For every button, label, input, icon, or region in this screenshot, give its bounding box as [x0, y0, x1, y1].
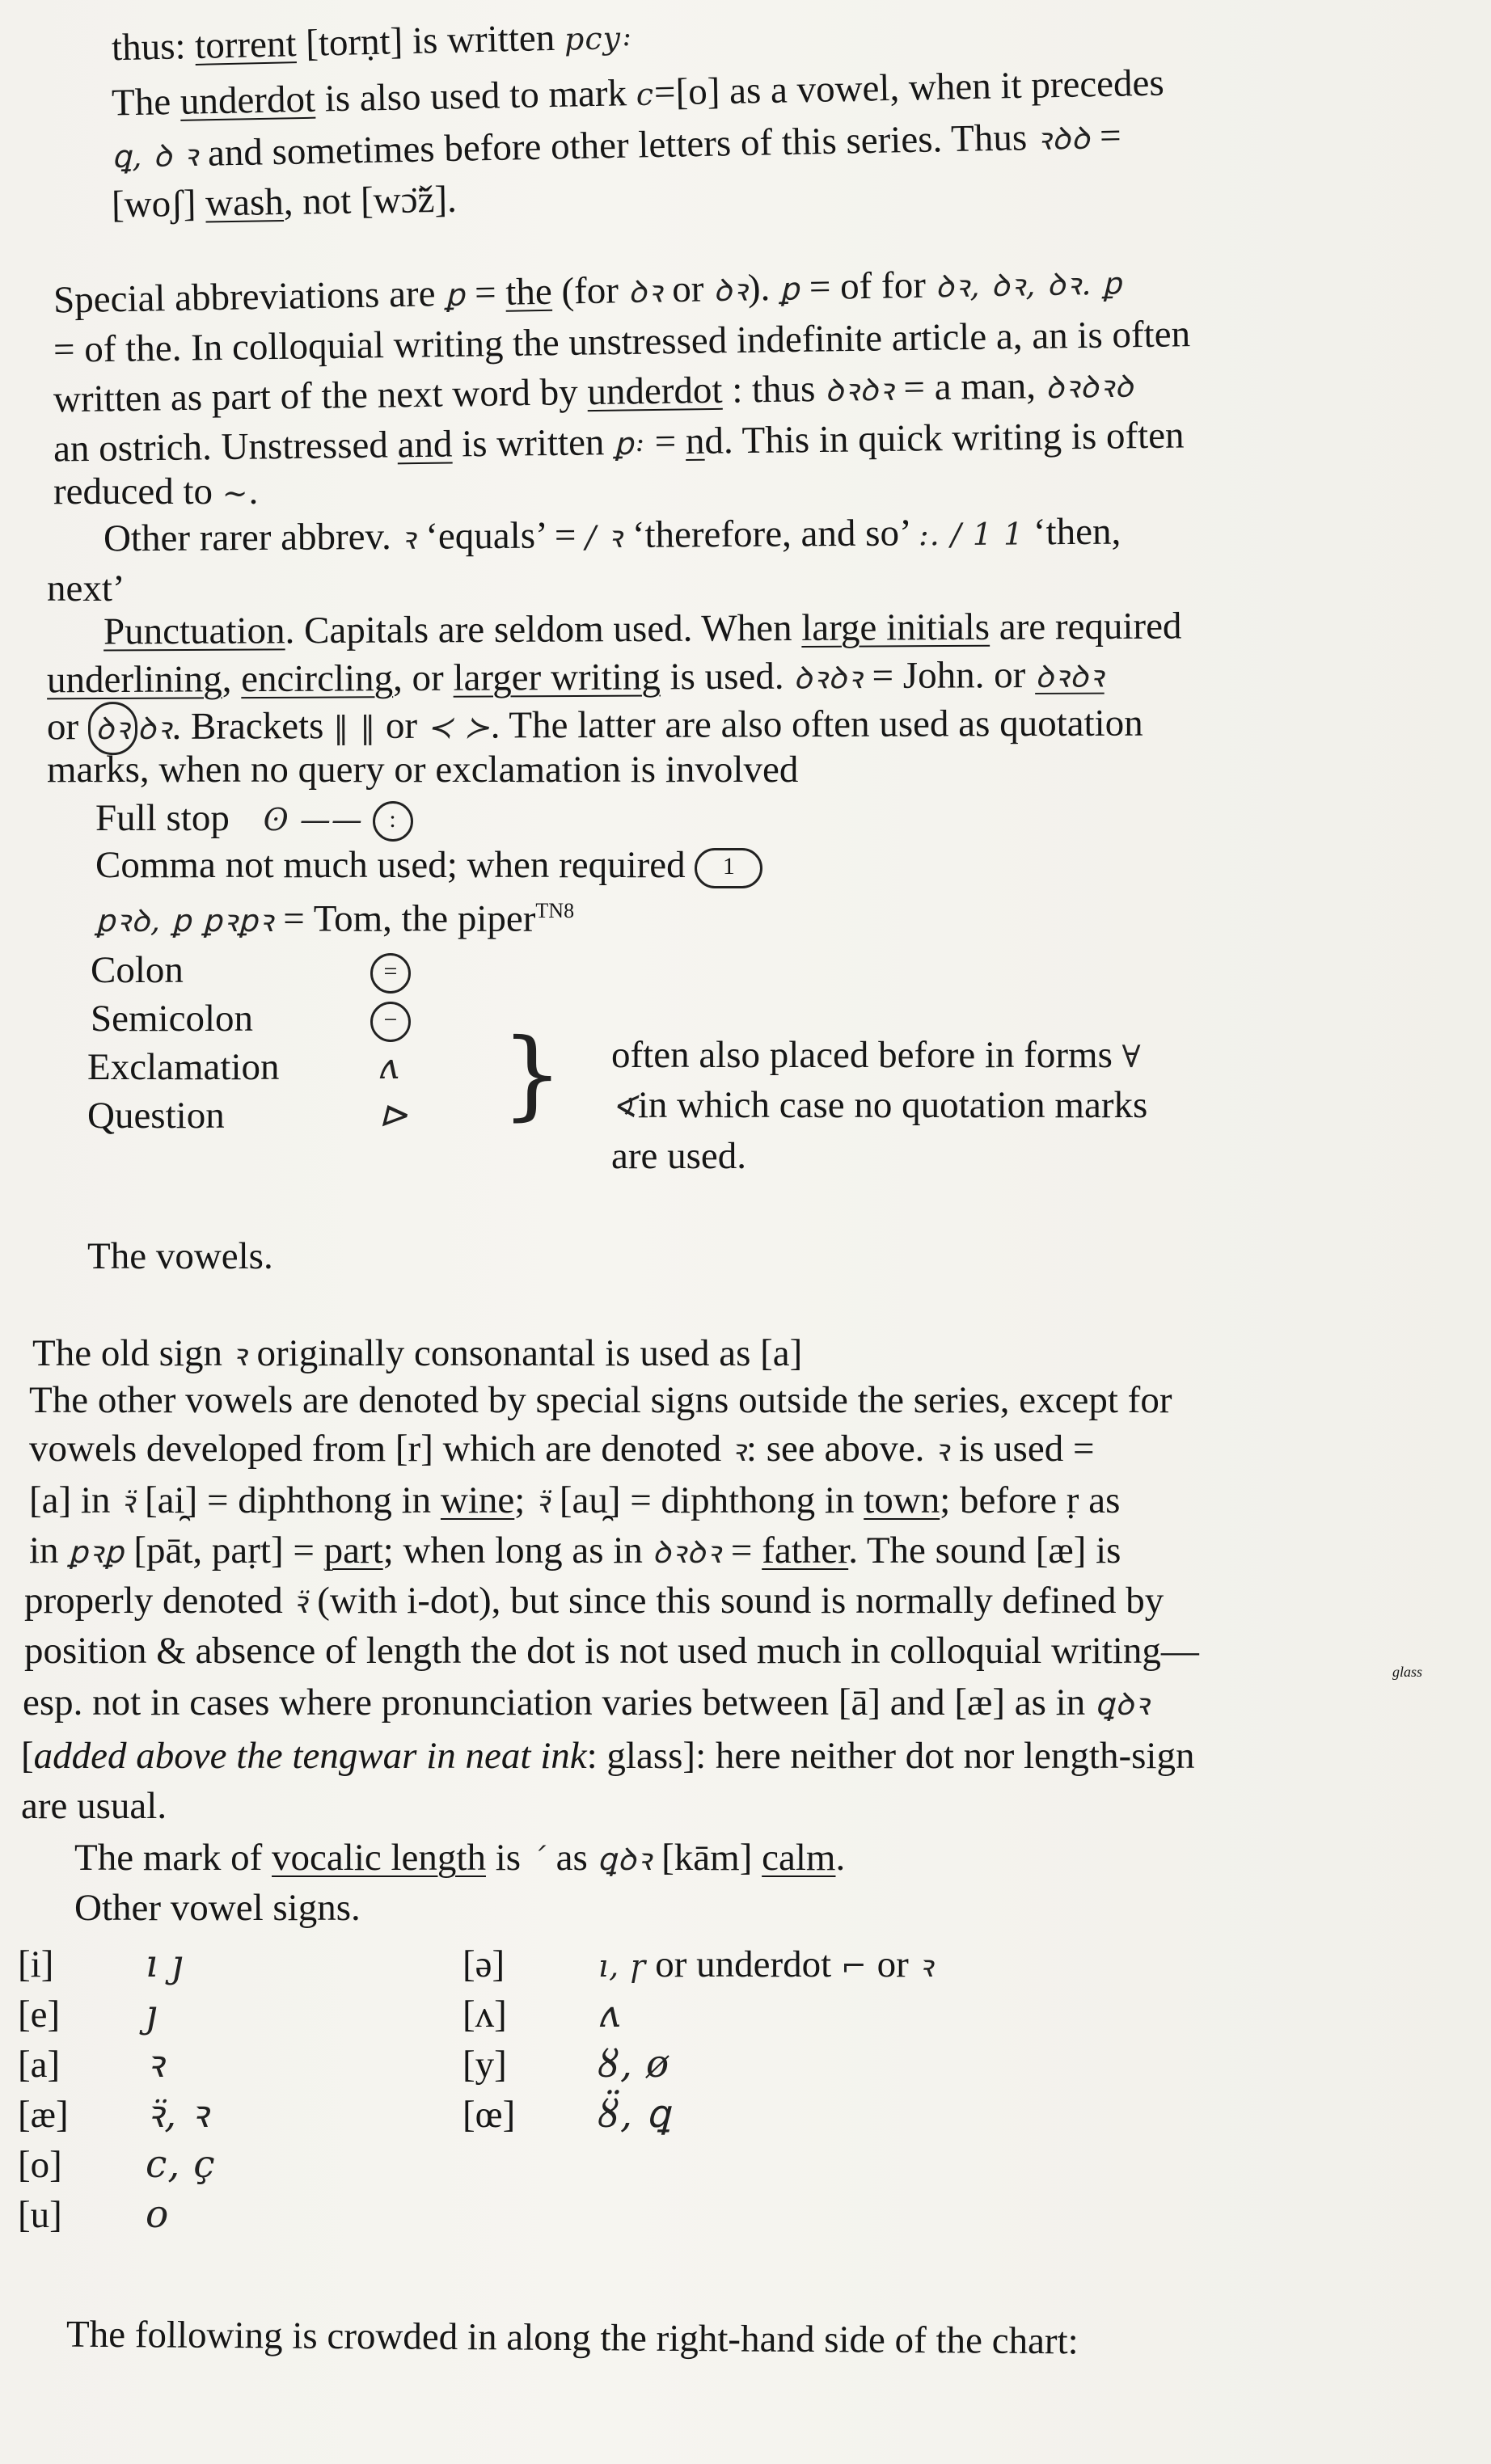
text: The other vowels are denoted by special signs outside the series, except for	[29, 1379, 1172, 1421]
text-line	[112, 175, 458, 230]
tengwar-glyph-icon: ꝗ, ꝺ ꝛ	[111, 137, 199, 175]
text: ,	[222, 658, 242, 701]
text: or	[661, 268, 714, 311]
text: reduced to	[53, 470, 222, 513]
angle-bracket-glyph-icon: ≺ ≻	[426, 709, 491, 745]
tengwar-glyph-icon: ꝛ̈	[534, 1484, 551, 1520]
text: [kām]	[652, 1837, 762, 1879]
text: as	[546, 1837, 598, 1879]
tengwar-glyph-icon: ꝺꝛ	[137, 710, 172, 746]
tengwar-glyph-icon: ꝗꝺꝛ	[597, 1842, 653, 1877]
text: an ostrich. Unstressed	[53, 424, 398, 470]
colon-label: Colon	[91, 949, 184, 991]
encircled-glyph-icon: ꝺꝛ	[88, 702, 137, 755]
tengwar-glyph-icon: ꝗꝺꝛ	[1094, 1686, 1150, 1722]
vowel-ipa: [i]	[18, 1943, 54, 1985]
vowel-ipa: [ʌ]	[463, 1994, 507, 2036]
text: [au̯] = diphthong in	[550, 1479, 864, 1521]
vowel-sign-icon: c, ç	[146, 2142, 216, 2187]
text: next’	[47, 567, 125, 610]
tengwar-glyph-icon: ꝺꝛꝺꝛ	[652, 1534, 722, 1570]
text-line	[47, 564, 125, 613]
tengwar-glyph-icon: ꝛ	[730, 1432, 746, 1468]
text: [a] in	[29, 1479, 120, 1521]
text: is also used to mark	[315, 72, 637, 120]
text-line	[103, 602, 1182, 656]
text: . Capitals are seldom used. When	[285, 606, 802, 652]
underdot-term: underdot	[587, 369, 723, 414]
vowel-sign-icon: ꝛ̈, ꝛ	[146, 2092, 209, 2137]
text: (with i-dot), but since this sound is normally defined by	[307, 1580, 1164, 1622]
text: .	[248, 470, 259, 513]
text-line	[103, 508, 1121, 565]
text: Other vowel signs.	[74, 1887, 361, 1929]
text: or underdot	[645, 1943, 841, 1985]
text: in	[29, 1529, 69, 1572]
vowel-sign-icon: ı, ꞅ	[598, 1948, 646, 1984]
text: ).	[747, 266, 780, 310]
the-term: the	[505, 270, 553, 314]
semicolon-label: Semicolon	[91, 998, 254, 1040]
text: [pāt, paṛt] =	[124, 1529, 324, 1572]
tengwar-glyph-icon: ꝺꝛꝺꝛ	[793, 660, 863, 696]
calm-term: calm	[762, 1837, 836, 1879]
text: : see above.	[746, 1428, 935, 1470]
large-initials-term: large initials	[801, 605, 990, 649]
text-line	[29, 1376, 1172, 1424]
punctuation-heading: Punctuation	[103, 610, 285, 653]
tengwar-glyph-icon: ꝛꝺꝺ	[1036, 120, 1091, 158]
vowel-sign-icon: ꝛ	[146, 2042, 165, 2086]
tengwar-glyph-icon: :. / 1 1	[918, 516, 1024, 553]
text: [woʃ]	[111, 182, 206, 226]
length-mark-icon: ˊ	[530, 1842, 547, 1877]
text: =	[1089, 115, 1122, 158]
text: is used.	[660, 655, 794, 698]
text: [	[21, 1735, 34, 1777]
text: or	[46, 706, 88, 749]
footer-text: The following is crowded in along the right-hand side of the chart:	[65, 2313, 1079, 2363]
italic-note: added above the tengwar in neat ink	[33, 1735, 587, 1777]
comma-row	[95, 841, 762, 889]
text: [ai̯] = diphthong in	[135, 1479, 441, 1521]
vowel-ipa: [ə]	[463, 1943, 505, 1985]
text: The mark of	[74, 1837, 272, 1879]
tengwar-glyph-icon: ꝺꝛꝺꝛ	[1034, 658, 1105, 695]
text: are required	[989, 605, 1182, 648]
text: Special abbreviations are	[53, 272, 446, 322]
text: is written	[452, 421, 615, 466]
footnote-marker: TN8	[535, 899, 575, 922]
text: is	[485, 1837, 530, 1879]
tengwar-glyph-icon: ꝛ	[231, 1337, 247, 1373]
n-term: n	[685, 420, 705, 462]
vowel-sign-icon: ȣ, ø	[598, 2042, 670, 2086]
text: are usual.	[21, 1785, 167, 1827]
text: =	[721, 1529, 762, 1572]
text-line	[29, 1526, 1121, 1576]
tengwar-glyph-icon: pcy꞉	[564, 19, 633, 57]
text: often also placed before in forms	[611, 1034, 1122, 1076]
text: . The sound [æ] is	[848, 1529, 1121, 1572]
tengwar-glyph-icon: ꝺꝛ, ꝺꝛ, ꝺꝛ. ꝑ	[935, 265, 1123, 305]
tengwar-glyph-icon: ꝺꝛ	[627, 273, 663, 310]
semicolon-glyph-icon	[370, 994, 411, 1043]
tengwar-glyph-icon: ꝛ	[400, 520, 416, 556]
circled-one-icon: 1	[695, 848, 762, 888]
text-line	[24, 1626, 1199, 1675]
wash-term: wash	[205, 181, 285, 225]
text: = a man,	[893, 365, 1046, 409]
text: and sometimes before other letters of this series. Thus	[197, 116, 1037, 175]
vowel-ipa: [æ]	[18, 2094, 69, 2136]
tengwar-glyph-icon: ꝺꝛꝺꝛ	[824, 371, 895, 409]
tengwar-glyph-icon: ꝺꝛꝺꝛꝺ	[1045, 368, 1134, 406]
tengwar-glyph-icon: ꝛ	[934, 1432, 950, 1468]
vowel-ipa: [œ]	[463, 2094, 516, 2136]
underdot-glyph-icon: ⌐	[840, 1948, 868, 1984]
text-line	[21, 1732, 1194, 1780]
tengwar-glyph-icon: ꝛ̈	[292, 1584, 308, 1620]
text: properly denoted	[24, 1580, 293, 1622]
text: = Tom, the piper	[273, 897, 536, 940]
text: written as part of the next word by	[53, 371, 588, 421]
tengwar-glyph-icon: ꝑ	[444, 276, 466, 314]
vowel-sign-icon: ꝛ	[918, 1948, 934, 1984]
vowel-ipa: [a]	[18, 2044, 61, 2086]
note-line	[611, 1031, 1142, 1081]
text-line	[24, 1576, 1164, 1626]
bracket-glyph-icon: ‖ ‖	[333, 709, 377, 746]
text: =	[464, 271, 506, 314]
father-term: father	[762, 1529, 849, 1572]
text: or	[376, 704, 427, 747]
question-glyph-icon: ⊳	[378, 1095, 409, 1136]
text: (for	[551, 269, 629, 313]
town-term: town	[864, 1479, 940, 1521]
vowel-ipa: [y]	[463, 2044, 507, 2086]
exclamation-glyph-icon: ʌ	[378, 1046, 399, 1087]
tengwar-glyph-icon: ꝺꝛ	[712, 272, 749, 309]
vowel-sign-icon: o	[146, 2192, 170, 2237]
text-line	[111, 12, 632, 74]
vowels-heading: The vowels.	[87, 1235, 273, 1277]
vowel-sign-icon: ȷ	[146, 1992, 158, 2036]
text: is used =	[949, 1428, 1095, 1470]
text: d. This in quick writing is often	[704, 414, 1185, 462]
text: [torṇt] is written	[295, 16, 565, 65]
full-stop-glyph-icon: ʘ ——	[263, 802, 363, 838]
text-line	[32, 1329, 802, 1379]
text: . Brackets	[171, 705, 334, 748]
and-term: and	[397, 423, 453, 466]
text: or	[867, 1943, 919, 1985]
angle-glyph-icon: ∢	[611, 1089, 638, 1124]
vowel-sign-icon: ȣ̈, ꝗ	[598, 2092, 671, 2137]
text: ;	[514, 1479, 535, 1521]
underlining-term: underlining	[46, 658, 222, 702]
encircling-term: encircling	[241, 657, 394, 701]
text: = John. or	[862, 654, 1036, 698]
tengwar-glyph-icon: ꝛ̈	[120, 1484, 136, 1520]
text: marks, when no query or exclamation is involved	[47, 749, 799, 791]
text-line	[29, 1424, 1094, 1475]
gloss-annotation: glass	[1392, 1664, 1423, 1680]
text: =[o] as a vowel, when it precedes	[653, 61, 1165, 114]
label: Full stop	[95, 797, 230, 839]
torrent-link: torrent	[194, 23, 298, 67]
part-term: part	[323, 1529, 383, 1572]
colon-glyph-icon	[370, 946, 411, 994]
text: . The latter are also often used as quotation	[490, 702, 1143, 747]
tom-row	[95, 887, 574, 945]
circled-colon-icon: :	[373, 801, 413, 842]
note-line: are used.	[611, 1135, 747, 1177]
vowel-sign-icon: ʌ	[598, 1992, 621, 2036]
text: = of the. In colloquial writing the unstressed indefinite article a, an is often	[53, 313, 1191, 371]
label: Comma not much used; when required	[95, 844, 686, 886]
underdot-term: underdot	[180, 78, 316, 123]
tilde-glyph-icon: ~	[222, 475, 249, 511]
text: originally consonantal is used as [a]	[247, 1332, 803, 1374]
text: =	[644, 420, 686, 463]
text: Other rarer abbrev.	[103, 515, 401, 560]
text: : thus	[722, 368, 826, 411]
inverted-glyph-icon: ∀	[1121, 1039, 1142, 1074]
vowel-sign-row	[598, 1940, 933, 1990]
circled-glyph-icon: =	[370, 953, 411, 994]
text-line	[29, 1476, 1120, 1526]
text-line	[74, 1833, 845, 1884]
text: in which case no quotation marks	[637, 1084, 1148, 1126]
text: ‘equals’ =	[416, 514, 586, 558]
text: : glass]: here neither dot nor length-sign	[586, 1735, 1195, 1777]
text: position & absence of length the dot is not used much in colloquial writing—	[24, 1630, 1199, 1672]
text-line	[53, 467, 258, 517]
brace-icon: }	[501, 1019, 564, 1131]
tengwar-glyph-icon: c	[636, 76, 655, 113]
text: ‘then,	[1023, 510, 1121, 554]
note-line	[611, 1081, 1147, 1131]
larger-writing-term: larger writing	[453, 656, 661, 699]
tengwar-glyph-icon: ꝑꝛꝑ	[68, 1534, 125, 1570]
tengwar-glyph-icon: / ꝛ	[585, 518, 623, 555]
question-label: Question	[87, 1095, 225, 1137]
text: thus:	[111, 24, 196, 70]
wine-term: wine	[440, 1479, 515, 1521]
text: = of for	[799, 264, 936, 309]
text-line	[47, 651, 1105, 707]
vocalic-length-term: vocalic length	[272, 1837, 486, 1879]
vowel-ipa: [u]	[18, 2194, 62, 2236]
text: .	[835, 1837, 846, 1879]
text: esp. not in cases where pronunciation varies between [ā] and [æ] as in	[23, 1681, 1095, 1724]
vowel-ipa: [e]	[18, 1994, 61, 2036]
text: The old sign	[32, 1332, 232, 1374]
text: ; before ṛ as	[940, 1479, 1121, 1521]
text: ‘therefore, and so’	[622, 512, 919, 556]
tengwar-glyph-icon: ꝑ	[779, 271, 800, 307]
tengwar-glyph-icon: ꝑ꞉	[613, 425, 646, 462]
text-line	[74, 1884, 361, 1932]
exclamation-label: Exclamation	[87, 1046, 280, 1088]
text-line	[21, 1782, 167, 1830]
vowel-sign-icon: ı ȷ	[146, 1942, 184, 1986]
text-line	[23, 1678, 1150, 1728]
text: The	[111, 80, 181, 124]
text: vowels developed from [r] which are denoted	[29, 1428, 731, 1470]
text: ; when long as in	[382, 1529, 653, 1572]
vowel-ipa: [o]	[18, 2144, 62, 2186]
tengwar-glyph-icon: ꝑꝛꝺ, ꝑ ꝑꝛꝑꝛ	[95, 902, 274, 939]
text: , or	[392, 656, 454, 700]
full-stop-row	[95, 794, 413, 844]
circled-glyph-icon: −	[370, 1002, 411, 1042]
text: , not [wɔ̈ž].	[283, 178, 458, 224]
text-line	[47, 745, 798, 794]
